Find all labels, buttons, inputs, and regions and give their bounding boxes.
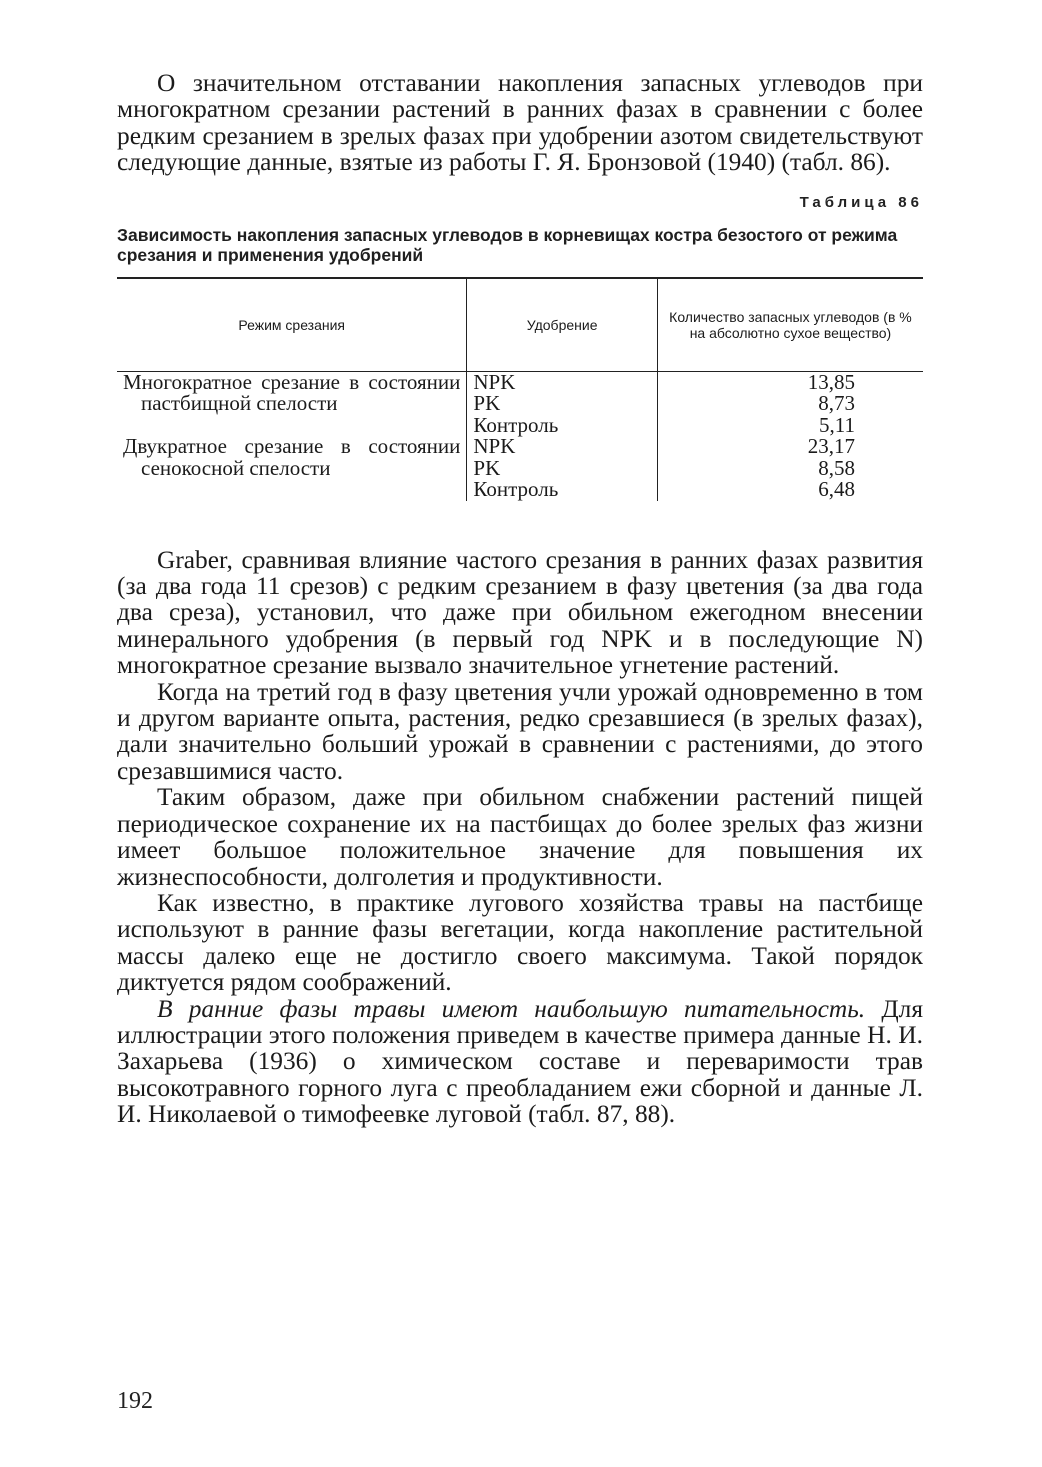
value-item: 5,11: [819, 412, 855, 437]
value-cell: [657, 371, 923, 436]
table-row: [117, 436, 923, 501]
value-item: 13,85: [807, 369, 855, 394]
carbohydrate-table: [117, 277, 923, 501]
paragraph-graber: Graber, сравнивая влияние частого срезания в ранних фазах развития (за два года 11 срезов) с редким срезанием в фазу цветения (за два года два среза), установил, что даже при обильном ежегодном внесении минерального удобрения (в первый год NPK и в последующие N) многократное срезание вызвало значительное угнетение растений.: [117, 545, 923, 680]
cutting-mode-cell: [117, 371, 467, 436]
table-header-row: [117, 278, 923, 372]
cutting-mode-text: Многократное срезание в состоянии пастбищной спелости: [123, 369, 461, 416]
value-item: 6,48: [818, 477, 855, 502]
value-item: 8,73: [818, 391, 855, 416]
page-number: 192: [117, 1388, 153, 1414]
table-row: [117, 371, 923, 436]
fertilizer-item: Контроль: [473, 412, 559, 437]
header-cutting-mode: Режим срезания: [117, 278, 467, 372]
italic-lead: В ранние фазы травы имеют наибольшую питательность.: [157, 994, 866, 1023]
paragraph-early-phases: [117, 996, 923, 1128]
value-cell: [657, 436, 923, 501]
paragraph-conclusion: Таким образом, даже при обильном снабжении растений пищей периодическое сохранение их на пастбищах до более зрелых фаз жизни имеет большое положительное значение для повышения их жизнеспособности, долголетия и продуктивности.: [117, 783, 923, 891]
table-number-label: Таблица 86: [799, 193, 923, 211]
table-title: Зависимость накопления запасных углеводов в корневищах костра безостого от режима срезания и применения удобрений: [117, 224, 898, 265]
fertilizer-cell: [467, 436, 658, 501]
value-item: 8,58: [818, 455, 855, 480]
fertilizer-item: NPK: [473, 434, 516, 459]
paragraph-third-year: Когда на третий год в фазу цветения учли урожай одновременно в том и другом варианте опыта, растения, редко срезавшиеся (в зрелых фазах), дали значительно больший урожай в сравнении с растениями, до этого срезавшимися часто.: [117, 677, 923, 785]
paragraph-early-phases-rest: Для иллюстрации этого положения приведем в качестве примера данные Н. И. Захарьева (1936) о химическом составе и переваримости трав высокотравного горного луга с преобладанием ежи сборной и данные Л. И. Николаевой о тимофеевке луговой (табл. 87, 88).: [117, 994, 923, 1129]
value-item: 23,17: [807, 434, 855, 459]
header-fertilizer: Удобрение: [467, 278, 658, 372]
cutting-mode-text: Двукратное срезание в состоянии сенокосной спелости: [123, 434, 461, 480]
fertilizer-cell: [467, 371, 658, 436]
cutting-mode-cell: [117, 436, 467, 501]
paragraph-practice: Как известно, в практике лугового хозяйства травы на пастбище используют в ранние фазы вегетации, когда накопление растительной массы далеко еще не достигло своего максимума. Такой порядок диктуется рядом соображений.: [117, 888, 923, 997]
fertilizer-item: Контроль: [473, 477, 559, 502]
header-carbohydrate-amount: Количество запасных углеводов (в % на абсолютно сухое вещество): [657, 278, 923, 372]
fertilizer-item: PK: [473, 455, 501, 480]
fertilizer-item: NPK: [473, 369, 516, 394]
fertilizer-item: PK: [473, 391, 501, 416]
page-content: [117, 70, 923, 1128]
paragraph-intro: О значительном отставании накопления запасных углеводов при многократном срезании растений в ранних фазах в сравнении с более редким срезанием в зрелых фазах при удобрении азотом свидетельствуют следующие данные, взятые из работы Г. Я. Бронзовой (1940) (табл. 86).: [117, 69, 923, 177]
